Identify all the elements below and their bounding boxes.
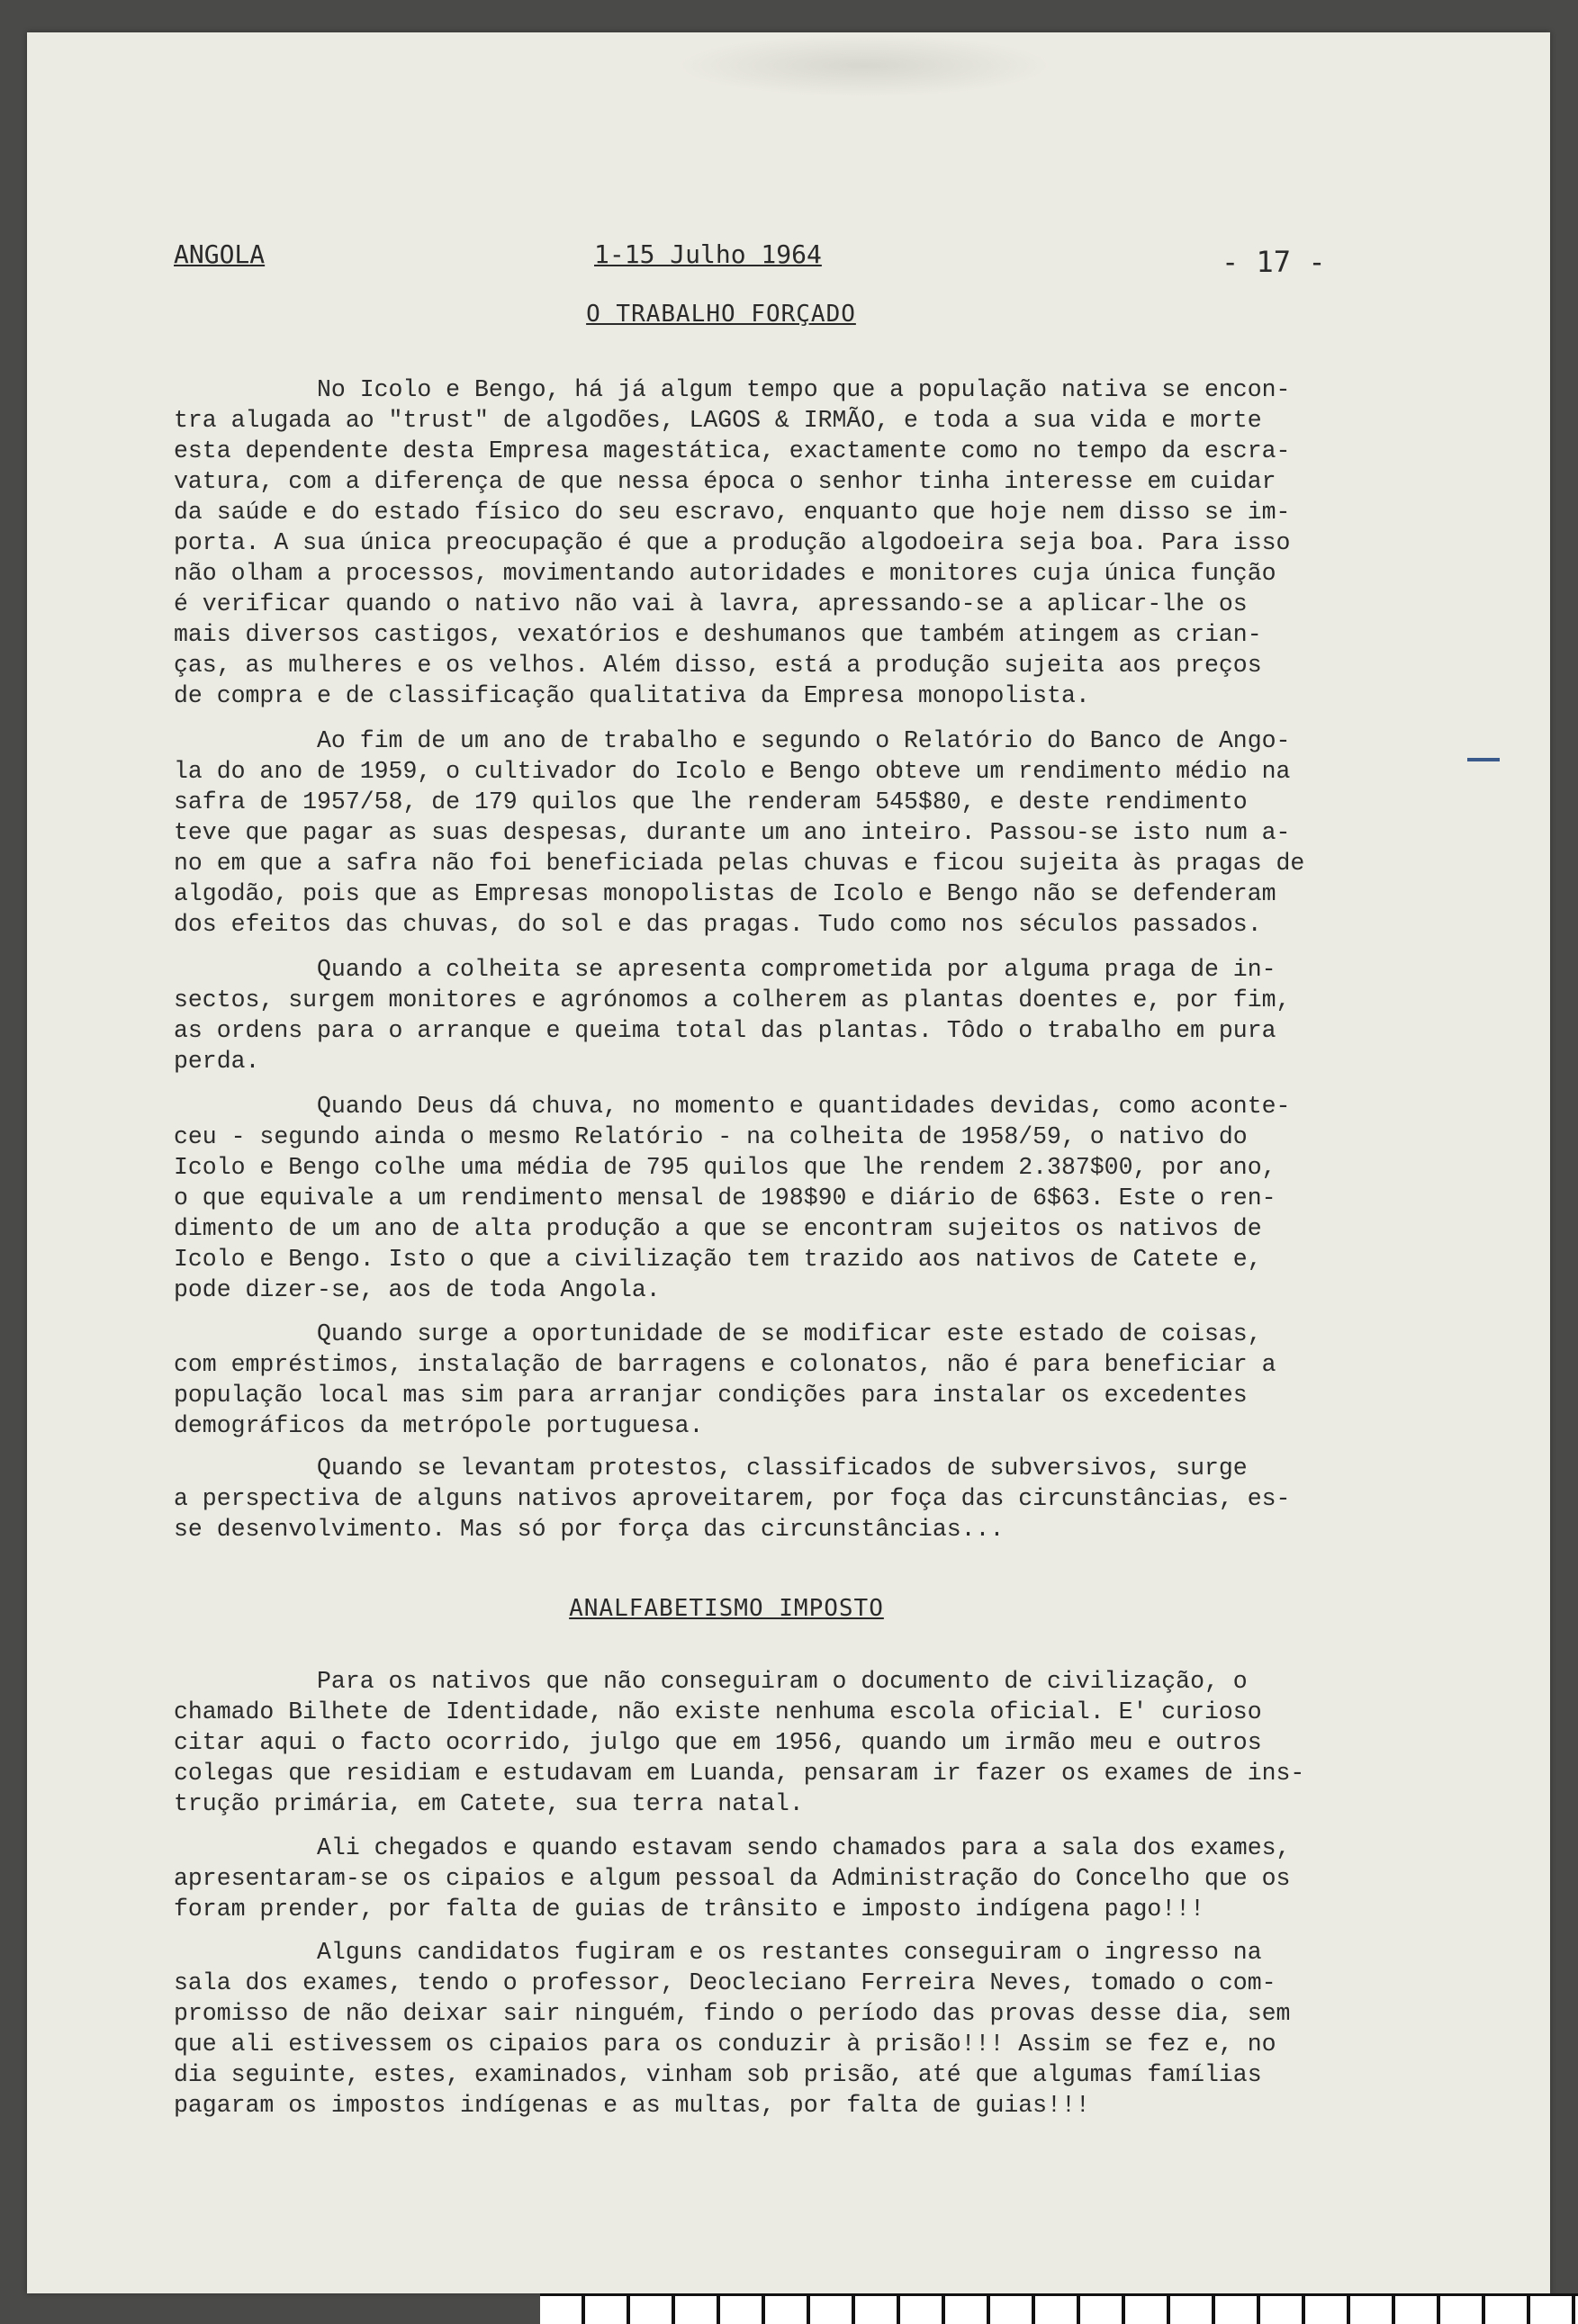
header-country: ANGOLA [174,239,266,269]
paragraph: Quando a colheita se apresenta comprometida por alguma praga de in- sectos, surgem monitores e agrónomos a colherem as plantas doentes e, por fim, as ordens para o arranque e queima total das plantas. Tôdo o trabalho em pura perda. [174,956,1291,1075]
section-title-trabalho-forcado [27,301,1483,328]
document-page [27,32,1550,2293]
paragraph: Para os nativos que não conseguiram o documento de civilização, o chamado Bilhete de Identidade, não existe nenhuma escola oficial. E' curioso citar aqui o facto ocorrido, julgo que em 1956, quando um irmão meu e outros colegas que residiam e estudavam em Luanda, pensaram ir fazer os exames de ins- trução primária, em Catete, sua terra natal. [174,1668,1305,1817]
paragraph: Quando surge a oportunidade de se modificar este estado de coisas, com empréstimos, instalação de barragens e colonatos, não é para beneficiar a população local mas sim para arranjar condições para instalar os excedentes demográficos da metrópole portuguesa. [174,1320,1276,1439]
paragraph: Ao fim de um ano de trabalho e segundo o Relatório do Banco de Ango- la do ano de 1959, o cultivador do Icolo e Bengo obteve um rendimento médio na safra de 1957/58, de 179 quilos que lhe renderam 545$80, e deste rendimento teve que pagar as suas despesas, durante um ano inteiro. Passou-se isto num a- no em que a safra não foi beneficiada pelas chuvas e ficou sujeita às pragas de algodão, pois que as Empresas monopolistas de Icolo e Bengo não se defenderam dos efeitos das chuvas, do sol e das pragas. Tudo como nos séculos passados. [174,727,1305,938]
page-number: - 17 - [1222,245,1326,279]
paragraph: Quando Deus dá chuva, no momento e quantidades devidas, como aconte- ceu - segundo ainda o mesmo Relatório - na colheita de 1958/59, o nativo do Icolo e Bengo colhe uma média de 795 quilos que lhe rendem 2.387$00, por ano, o que equivale a um rendimento mensal de 198$90 e diário de 6$63. Este o ren- dimento de um ano de alta produção a que se encontram sujeitos os nativos de Icolo e Bengo. Isto o que a civilização tem trazido aos nativos de Catete e, pode dizer-se, aos de toda Angola. [174,1093,1291,1303]
paragraph: Ali chegados e quando estavam sendo chamados para a sala dos exames, apresentaram-se os cipaios e algum pessoal da Administração do Concelho que os foram prender, por falta de guias de trânsito e imposto indígena pago!!! [174,1834,1291,1923]
paper-stain [675,34,1053,97]
header-date: 1-15 Julho 1964 [594,239,822,269]
page-header [27,212,1550,279]
margin-arrow-mark [1467,758,1500,761]
paragraph: Alguns candidatos fugiram e os restantes conseguiram o ingresso na sala dos exames, tendo o professor, Deocleciano Ferreira Neves, tomado o com- promisso de não deixar sair ninguém, findo o período das provas desse dia, sem que ali estivessem os cipaios para os conduzir à prisão!!! Assim se fez e, no dia seguinte, estes, examinados, vinham sob prisão, até que algumas famílias pagaram os impostos indígenas e as multas, por falta de guias!!! [174,1939,1291,2119]
scale-ruler [540,2293,1578,2324]
paragraph: Quando se levantam protestos, classificados de subversivos, surge a perspectiva de alguns nativos aproveitarem, por foça das circunstâncias, es- se desenvolvimento. Mas só por força das circunstâncias... [174,1455,1291,1543]
section-title-analfabetismo [27,1595,1488,1622]
section-title-text: O TRABALHO FORÇADO [586,301,856,328]
section-title-text: ANALFABETISMO IMPOSTO [569,1595,884,1622]
paragraph: No Icolo e Bengo, há já algum tempo que a população nativa se encon- tra alugada ao "trust" de algodões, LAGOS & IRMÃO, e toda a sua vida e morte esta dependente desta Empresa magestática, exactamente como no tempo da escra- vatura, com a diferença de que nessa época o senhor tinha interesse em cuidar da saúde e do estado físico do seu escravo, enquanto que hoje nem disso se im- porta. A sua única preocupação é que a produção algodoeira seja boa. Para isso não olham a processos, movimentando autoridades e monitores cuja única função é verificar quando o nativo não vai à lavra, apressando-se a aplicar-lhe os mais diversos castigos, vexatórios e deshumanos que também atingem as crian- ças, as mulheres e os velhos. Além disso, está a produção sujeita aos preços de compra e de classificação qualitativa da Empresa monopolista. [174,376,1291,709]
